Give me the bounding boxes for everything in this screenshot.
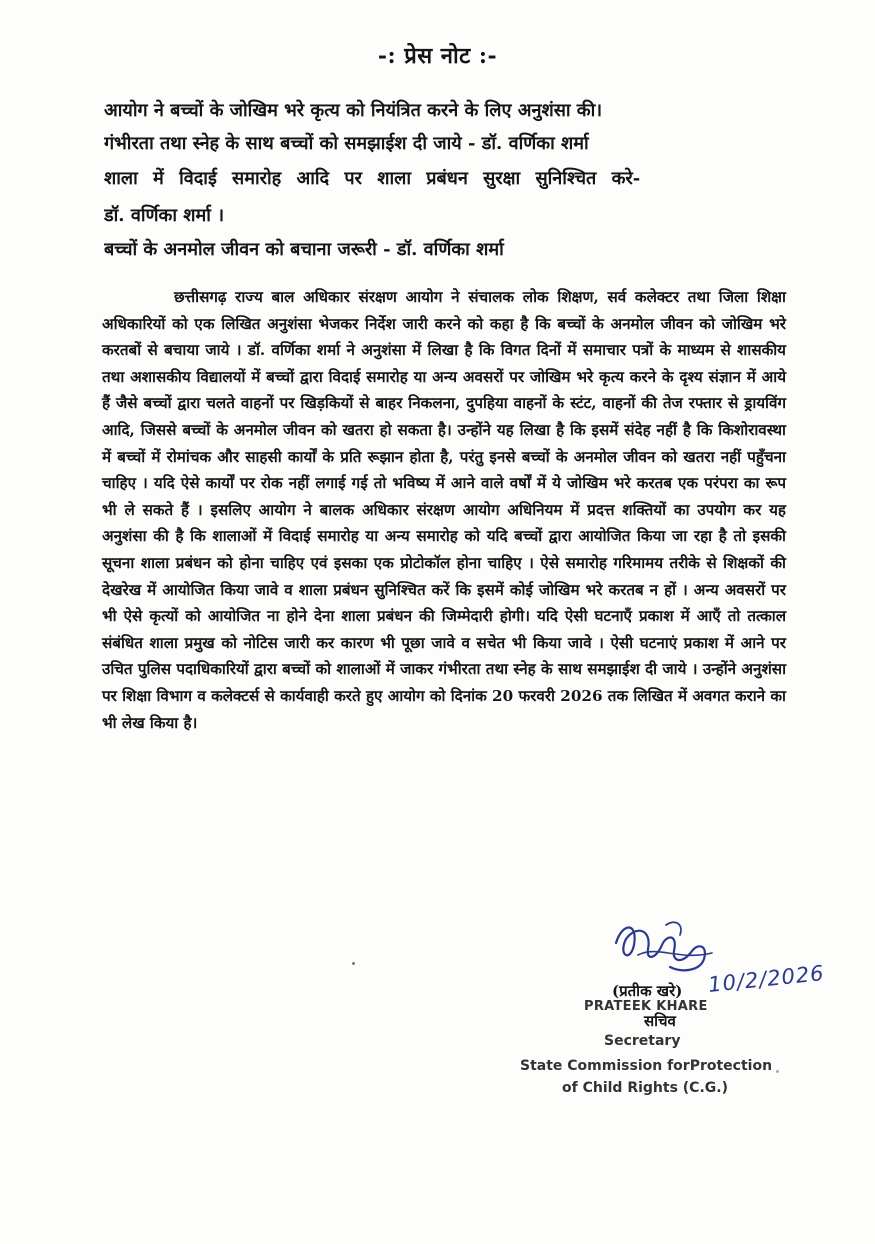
- headline-3: शाला में विदाई समारोह आदि पर शाला प्रबंधन सुरक्षा सुनिश्चित करे-: [104, 168, 641, 189]
- headline-1: आयोग ने बच्चों के जोखिम भरे कृत्य को नियंत्रित करने के लिए अनुशंसा की।: [104, 100, 603, 121]
- signatory-designation-hindi: सचिव: [644, 1012, 676, 1030]
- headline-5: बच्चों के अनमोल जीवन को बचाना जरूरी - डॉ. वर्णिका शर्मा: [104, 239, 504, 260]
- signatory-designation: Secretary: [604, 1033, 681, 1049]
- headline-4: डॉ. वर्णिका शर्मा ।: [104, 205, 225, 226]
- organization-name-line2: of Child Rights (C.G.): [562, 1080, 728, 1096]
- organization-name-line1: State Commission forProtection: [520, 1058, 773, 1074]
- signature-date: 10/2/2026: [707, 960, 826, 998]
- headline-2: गंभीरता तथा स्नेह के साथ बच्चों को समझाईश दी जाये - डॉ. वर्णिका शर्मा: [104, 133, 589, 154]
- signatory-name-english: PRATEEK KHARE: [584, 999, 708, 1014]
- press-note-title: -: प्रेस नोट :-: [377, 43, 498, 69]
- signature-block: [520, 915, 840, 1095]
- scan-speck: [352, 962, 355, 965]
- press-note-body: छत्तीसगढ़ राज्य बाल अधिकार संरक्षण आयोग ने संचालक लोक शिक्षण, सर्व कलेक्टर तथा जिला शिक्षा अधिकारियों को एक लिखित अनुशंसा भेजकर निर्देश जारी करने को कहा है कि बच्चों के अनमोल जीवन को जोखिम भरे करतबों से बचाया जाये । डॉ. वर्णिका शर्मा ने अनुशंसा में लिखा है कि विगत दिनों में समाचार पत्रों के माध्यम से शासकीय तथा अशासकीय विद्यालयों में बच्चों द्वारा विदाई समारोह या अन्य अवसरों पर जोखिम भरे कृत्य करने के दृश्य संज्ञान में आये हैं जैसे बच्चों द्वारा चलते वाहनों पर खिड़कियों से बाहर निकलना, दुपहिया वाहनों के स्टंट, वाहनों की तेज रफ्तार से ड्रायविंग आदि, जिससे बच्चों के अनमोल जीवन को खतरा हो सकता है। उन्होंने यह लिखा है कि इसमें संदेह नहीं है कि किशोरावस्था में बच्चों में रोमांचक और साहसी कार्यों के प्रति रूझान होता है, परंतु इनसे बच्चों के अनमोल जीवन को खतरा नहीं पहुँचना चाहिए । यदि ऐसे कार्यों पर रोक नहीं लगाई गई तो भविष्य में आने वाले वर्षों में ये जोखिम भरे करतब एक परंपरा का रूप भी ले सकते हैं । इसलिए आयोग ने बालक अधिकार संरक्षण आयोग अधिनियम में प्रदत्त शक्तियों का उपयोग कर यह अनुशंसा की है कि शालाओं में विदाई समारोह या अन्य समारोह को यदि बच्चों द्वारा आयोजित किया जा रहा है तो इसकी सूचना शाला प्रबंधन को होना चाहिए एवं इसका एक प्रोटोकॉल होना चाहिए । ऐसे समारोह गरिमामय तरीके से शिक्षकों की देखरेख में आयोजित किया जावे व शाला प्रबंधन सुनिश्चित करें कि इसमें कोई जोखिम भरे करतब न हों । अन्य अवसरों पर भी ऐसे कृत्यों को आयोजित ना होने देना शाला प्रबंधन की जिम्मेदारी होगी। यदि ऐसी घटनाएँ प्रकाश में आएँ तो तत्काल संबंधित शाला प्रमुख को नोटिस जारी कर कारण भी पूछा जावे व सचेत भी किया जावे । ऐसी घटनाएं प्रकाश में आने पर उचित पुलिस पदाधिकारियों द्वारा बच्चों को शालाओं में जाकर गंभीरता तथा स्नेह के साथ समझाईश दी जाये । उन्होंने अनुशंसा पर शिक्षा विभाग व कलेक्टर्स से कार्यवाही करते हुए आयोग को दिनांक 20 फरवरी 2026 तक लिखित में अवगत कराने का भी लेख किया है।: [102, 288, 786, 732]
- signatory-name-hindi: (प्रतीक खरे): [612, 982, 683, 1000]
